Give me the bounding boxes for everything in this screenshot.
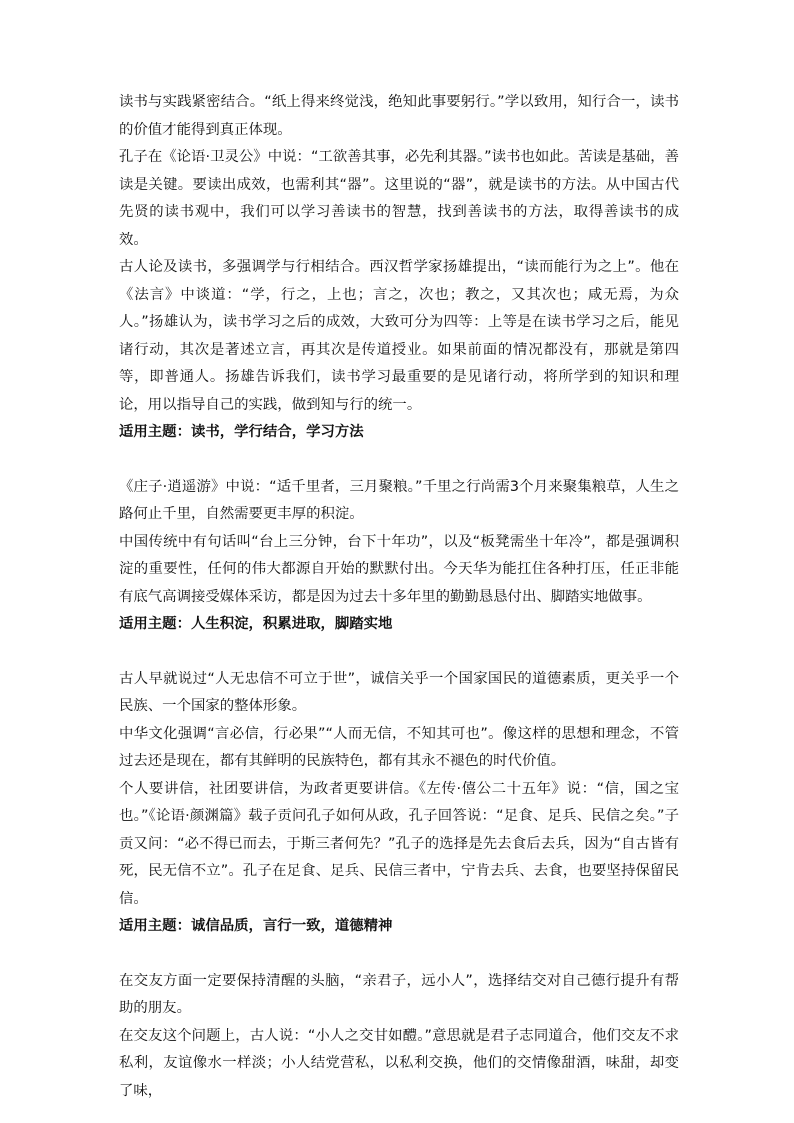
paragraph: 在交友这个问题上，古人说：“小人之交甘如醴。”意思就是君子志同道合，他们交友不求私利，友谊像水一样淡；小人结党营私，以私利交换，他们的交情像甜酒，味甜，却变了味， [119,1027,679,1099]
topic-label: 适用主题：人生积淀，积累进取，脚踏实地 [119,616,393,632]
section-gap [119,941,679,968]
paragraph: 中华文化强调“言必信，行必果”“人而无信，不知其可也”。像这样的思想和理念，不管过去还是现在，都有其鲜明的民族特色，都有其永不褪色的时代价值。 [119,725,679,769]
paragraph: 中国传统中有句话叫“台上三分钟，台下十年功”，以及“板凳需坐十年冷”，都是强调积淀的重要性，任何的伟大都源自开始的默默付出。今天华为能扛住各种打压，任正非能有底气高调接受媒体采访，都是因为过去十多年里的勤勤恳恳付出、脚踏实地做事。 [119,533,679,605]
paragraph: 孔子在《论语·卫灵公》中说：“工欲善其事，必先利其器。”读书也如此。苦读是基础，善读是关键。要读出成效，也需利其“器”。这里说的“器”，就是读书的方法。从中国古代先贤的读书观中，我们可以学习善读书的智慧，找到善读书的方法，取得善读书的成效。 [119,149,679,248]
section-gap [119,447,679,474]
document-body [119,89,679,1105]
topic-label: 适用主题：读书，学行结合，学习方法 [119,424,364,440]
paragraph: 个人要讲信，社团要讲信，为政者更要讲信。《左传·僖公二十五年》说：“信，国之宝也。”《论语·颜渊篇》载子贡问孔子如何从政，孔子回答说：“足食、足兵、民信之矣。”子贡又问：“必不得已而去，于斯三者何先？”孔子的选择是先去食后去兵，因为“自古皆有死，民无信不立”。孔子在足食、足兵、民信三者中，宁肯去兵、去食，也要坚持保留民信。 [119,780,679,907]
paragraph: 《庄子·逍遥游》中说：“适千里者，三月聚粮。”千里之行尚需3个月来聚集粮草，人生之路何止千里，自然需要更丰厚的积淀。 [119,478,679,522]
paragraph: 读书与实践紧密结合。“纸上得来终觉浅，绝知此事要躬行。”学以致用，知行合一，读书的价值才能得到真正体现。 [119,94,679,138]
paragraph: 古人早就说过“人无忠信不可立于世”，诚信关乎一个国家国民的道德素质，更关乎一个民族、一个国家的整体形象。 [119,670,679,714]
topic-label: 适用主题：诚信品质，言行一致，道德精神 [119,918,393,934]
section-gap [119,639,679,666]
paragraph: 古人论及读书，多强调学与行相结合。西汉哲学家扬雄提出，“读而能行为之上”。他在《法言》中谈道：“学，行之，上也；言之，次也；教之，又其次也；咸无焉，为众人。”扬雄认为，读书学习之后的成效，大致可分为四等：上等是在读书学习之后，能见诸行动，其次是著述立言，再其次是传道授业。如果前面的情况都没有，那就是第四等，即普通人。扬雄告诉我们，读书学习最重要的是见诸行动，将所学到的知识和理论，用以指导自己的实践，做到知与行的统一。 [119,259,679,413]
paragraph: 在交友方面一定要保持清醒的头脑，“亲君子，远小人”，选择结交对自己德行提升有帮助的朋友。 [119,972,679,1016]
